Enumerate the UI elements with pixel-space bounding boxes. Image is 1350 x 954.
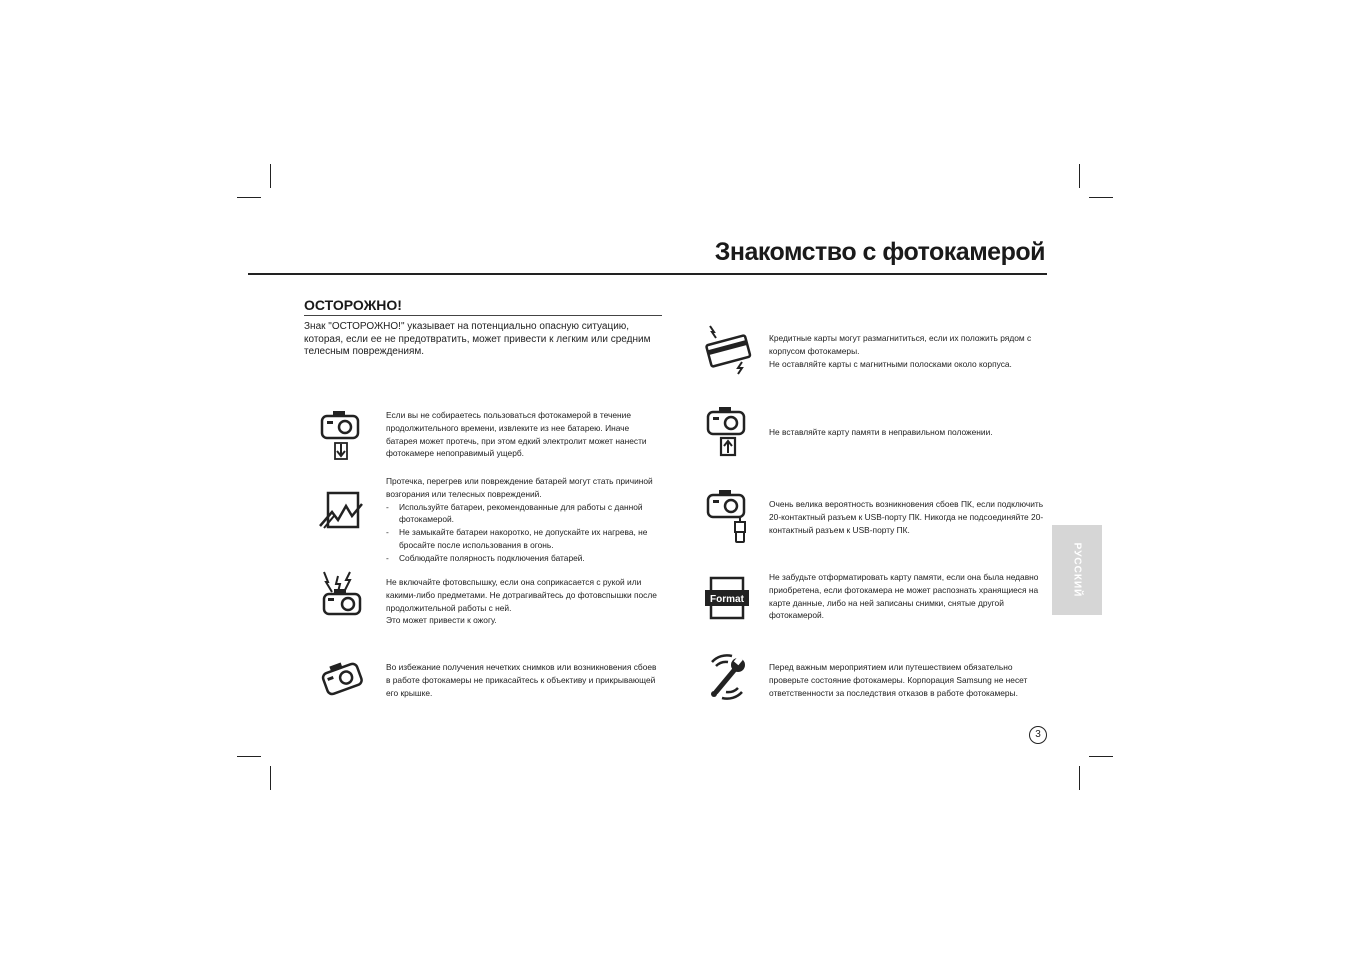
item-paragraph: Протечка, перегрев или повреждение батарей могут стать причиной возгорания или телесных повреждений. bbox=[386, 476, 653, 499]
language-label: РУССКИЙ bbox=[1071, 542, 1083, 598]
credit-card-magnet-icon bbox=[702, 322, 754, 376]
item-text bbox=[769, 426, 1045, 439]
item-paragraph: Не забудьте отформатировать карту памяти, если она была недавно приобретена, если фотокамера не может распознать хранящиеся на карте данные, либо на ней записаны снимки, снятые другой фотокамерой. bbox=[769, 572, 1039, 621]
section-divider bbox=[304, 315, 662, 316]
title-divider bbox=[248, 273, 1047, 275]
format-label: Format bbox=[710, 594, 744, 605]
item-text bbox=[769, 571, 1045, 622]
camera-usb-connector-icon bbox=[704, 488, 750, 546]
crop-mark bbox=[1079, 766, 1080, 790]
item-text bbox=[769, 661, 1045, 699]
intro-paragraph: Знак "ОСТОРОЖНО!" указывает на потенциально опасную ситуацию, которая, если ее не предотвратить, может привести к легким или средним телесным повреждениям. bbox=[304, 321, 651, 357]
page-title: Знакомство с фотокамерой bbox=[714, 238, 1045, 266]
crop-mark bbox=[270, 164, 271, 188]
page-number: 3 bbox=[1029, 726, 1047, 744]
format-card-icon bbox=[703, 576, 751, 622]
item-text bbox=[386, 409, 662, 460]
list-item: - Не замыкайте батареи накоротко, не допускайте их нагрева, не бросайте после использования в огонь. bbox=[386, 526, 662, 552]
crop-mark bbox=[1089, 197, 1113, 198]
item-text bbox=[769, 332, 1045, 370]
item-paragraph: Во избежание получения нечетких снимков или возникновения сбоев в работе фотокамеры не прикасайтесь к объективу и прикрывающей его крышке. bbox=[386, 662, 657, 698]
item-text bbox=[386, 576, 662, 627]
list-item: - Соблюдайте полярность подключения батарей. bbox=[386, 552, 662, 565]
section-heading: ОСТОРОЖНО! bbox=[304, 297, 402, 313]
item-paragraph: Если вы не собираетесь пользоваться фотокамерой в течение продолжительного времени, извлеките из нее батарею. Иначе батарея может протечь, при этом едкий электролит может нанести фотокамере непоправимый ущерб. bbox=[386, 410, 647, 459]
damaged-battery-icon bbox=[318, 490, 364, 532]
camera-lens-touch-icon bbox=[318, 656, 366, 698]
camera-battery-remove-icon bbox=[318, 407, 364, 463]
list-item: - Используйте батареи, рекомендованные для работы с данной фотокамерой. bbox=[386, 501, 662, 527]
wrench-check-icon bbox=[702, 652, 752, 702]
crop-mark bbox=[237, 197, 261, 198]
item-paragraph: Не вставляйте карту памяти в неправильном положении. bbox=[769, 427, 993, 437]
language-tab bbox=[1052, 525, 1102, 615]
item-text bbox=[769, 498, 1045, 536]
item-paragraph: Кредитные карты могут размагнититься, если их положить рядом с корпусом фотокамеры. bbox=[769, 333, 1032, 356]
crop-mark bbox=[1079, 164, 1080, 188]
item-paragraph: Перед важным мероприятием или путешествием обязательно проверьте состояние фотокамеры. Корпорация Samsung не несет ответственности за последствия отказов в работе фотокамеры. bbox=[769, 662, 1028, 698]
bullet-list bbox=[386, 501, 662, 565]
camera-memory-card-icon bbox=[704, 405, 750, 459]
item-paragraph: Не включайте фотовспышку, если она соприкасается с рукой или какими-либо предметами. Не дотрагивайтесь до фотовспышки после продолжительной работы с ней. bbox=[386, 577, 657, 613]
crop-mark bbox=[270, 766, 271, 790]
item-text bbox=[386, 475, 662, 565]
item-paragraph: Это может привести к ожогу. bbox=[386, 615, 497, 626]
flash-hand-icon bbox=[318, 570, 366, 618]
crop-mark bbox=[237, 756, 261, 757]
item-paragraph: Не оставляйте карты с магнитными полосками около корпуса. bbox=[769, 358, 1012, 369]
crop-mark bbox=[1089, 756, 1113, 757]
item-text bbox=[386, 661, 662, 699]
item-paragraph: Очень велика вероятность возникновения сбоев ПК, если подключить 20-контактный разъем к USB-порту ПК. Никогда не подсоединяйте 20-контактный разъем к USB-порту ПК. bbox=[769, 499, 1044, 535]
